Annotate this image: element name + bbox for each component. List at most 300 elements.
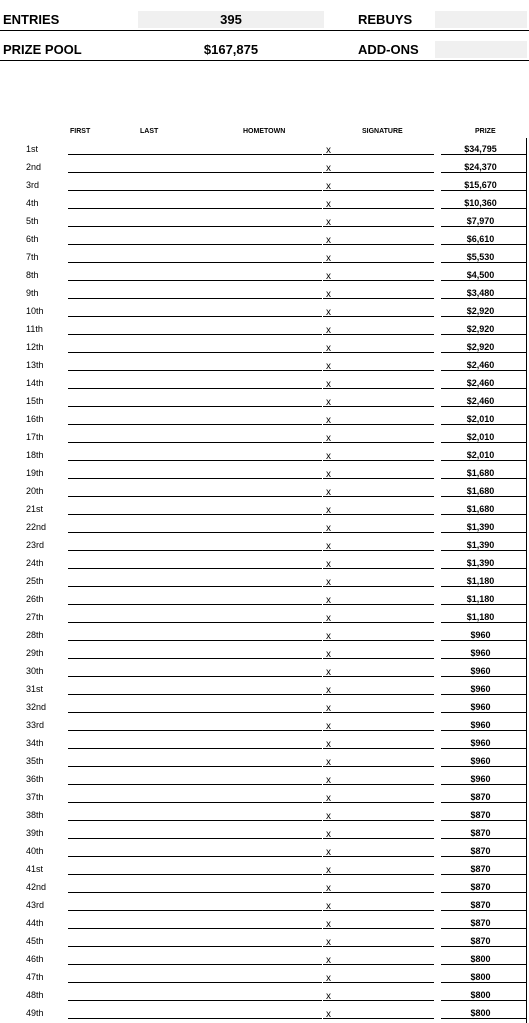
player-entry-line[interactable] <box>68 1018 322 1019</box>
rebuys-value[interactable] <box>435 11 527 28</box>
place-label: 28th <box>26 630 44 640</box>
prize-underline <box>441 964 527 965</box>
signature-mark: x <box>326 865 331 876</box>
prize-amount: $4,500 <box>466 270 495 280</box>
player-entry-line[interactable] <box>68 550 322 551</box>
place-label: 42nd <box>26 882 47 892</box>
place-label: 10th <box>26 306 44 316</box>
signature-line[interactable] <box>323 352 434 353</box>
prize-underline <box>441 550 527 551</box>
signature-line[interactable] <box>323 604 434 605</box>
signature-line[interactable] <box>323 892 434 893</box>
signature-line[interactable] <box>323 928 434 929</box>
prize-underline <box>441 640 527 641</box>
place-label: 38th <box>26 810 44 820</box>
signature-line[interactable] <box>323 766 434 767</box>
signature-mark: x <box>326 415 331 426</box>
prize-underline <box>441 730 527 731</box>
place-label: 37th <box>26 792 44 802</box>
player-entry-line[interactable] <box>68 730 322 731</box>
table-row <box>0 483 529 501</box>
prize-underline <box>441 892 527 893</box>
signature-mark: x <box>326 631 331 642</box>
signature-line[interactable] <box>323 784 434 785</box>
prize-underline <box>441 424 527 425</box>
signature-mark: x <box>326 469 331 480</box>
divider <box>0 60 529 61</box>
place-label: 12th <box>26 342 44 352</box>
prize-underline <box>441 370 527 371</box>
prize-amount: $2,010 <box>466 450 495 460</box>
table-row <box>0 807 529 825</box>
player-entry-line[interactable] <box>68 676 322 677</box>
signature-line[interactable] <box>323 640 434 641</box>
place-label: 23rd <box>26 540 45 550</box>
addons-label: ADD-ONS <box>358 42 419 57</box>
prize-amount: $1,680 <box>466 504 495 514</box>
prize-underline <box>441 226 527 227</box>
signature-mark: x <box>326 307 331 318</box>
signature-mark: x <box>326 991 331 1002</box>
signature-mark: x <box>326 145 331 156</box>
signature-line[interactable] <box>323 244 434 245</box>
player-entry-line[interactable] <box>68 928 322 929</box>
place-label: 13th <box>26 360 44 370</box>
player-entry-line[interactable] <box>68 190 322 191</box>
place-label: 40th <box>26 846 44 856</box>
player-entry-line[interactable] <box>68 892 322 893</box>
place-label: 8th <box>26 270 39 280</box>
prize-amount: $1,390 <box>466 558 495 568</box>
signature-mark: x <box>326 811 331 822</box>
prize-amount: $2,920 <box>466 306 495 316</box>
column-header-first: FIRST <box>70 128 91 135</box>
table-row <box>0 609 529 627</box>
table-row <box>0 645 529 663</box>
signature-mark: x <box>326 613 331 624</box>
place-label: 5th <box>26 216 39 226</box>
prize-amount: $960 <box>470 666 491 676</box>
table-row <box>0 663 529 681</box>
player-entry-line[interactable] <box>68 820 322 821</box>
prize-amount: $1,680 <box>466 486 495 496</box>
place-label: 41st <box>26 864 44 874</box>
signature-line[interactable] <box>323 820 434 821</box>
prize-underline <box>441 910 527 911</box>
prize-underline <box>441 496 527 497</box>
signature-line[interactable] <box>323 586 434 587</box>
prize-amount: $1,180 <box>466 612 495 622</box>
table-row <box>0 771 529 789</box>
prize-amount: $870 <box>470 900 491 910</box>
table-row <box>0 393 529 411</box>
prize-underline <box>441 676 527 677</box>
player-entry-line[interactable] <box>68 640 322 641</box>
table-row <box>0 969 529 987</box>
prize-amount: $24,370 <box>464 162 497 172</box>
player-entry-line[interactable] <box>68 226 322 227</box>
signature-mark: x <box>326 793 331 804</box>
player-entry-line[interactable] <box>68 838 322 839</box>
signature-mark: x <box>326 487 331 498</box>
signature-line[interactable] <box>323 388 434 389</box>
signature-line[interactable] <box>323 748 434 749</box>
prize-underline <box>441 748 527 749</box>
entries-value[interactable]: 395 <box>220 12 242 27</box>
signature-mark: x <box>326 361 331 372</box>
prize-amount: $800 <box>470 972 491 982</box>
signature-line[interactable] <box>323 298 434 299</box>
player-entry-line[interactable] <box>68 622 322 623</box>
prize-amount: $15,670 <box>464 180 497 190</box>
signature-mark: x <box>326 217 331 228</box>
table-row <box>0 573 529 591</box>
table-row <box>0 213 529 231</box>
signature-line[interactable] <box>323 532 434 533</box>
place-label: 22nd <box>26 522 47 532</box>
player-entry-line[interactable] <box>68 982 322 983</box>
table-row <box>0 789 529 807</box>
prize-underline <box>441 208 527 209</box>
prize-underline <box>441 190 527 191</box>
signature-line[interactable] <box>323 1018 434 1019</box>
player-entry-line[interactable] <box>68 748 322 749</box>
table-row <box>0 159 529 177</box>
place-label: 6th <box>26 234 39 244</box>
place-label: 44th <box>26 918 44 928</box>
signature-line[interactable] <box>323 730 434 731</box>
signature-mark: x <box>326 577 331 588</box>
prize-underline <box>441 334 527 335</box>
prize-underline <box>441 352 527 353</box>
signature-mark: x <box>326 559 331 570</box>
player-entry-line[interactable] <box>68 388 322 389</box>
player-entry-line[interactable] <box>68 604 322 605</box>
prize-amount: $870 <box>470 828 491 838</box>
player-entry-line[interactable] <box>68 262 322 263</box>
prize-amount: $960 <box>470 738 491 748</box>
player-entry-line[interactable] <box>68 316 322 317</box>
signature-mark: x <box>326 271 331 282</box>
prize-underline <box>441 244 527 245</box>
signature-mark: x <box>326 685 331 696</box>
signature-line[interactable] <box>323 316 434 317</box>
prize-underline <box>441 316 527 317</box>
table-row <box>0 951 529 969</box>
place-label: 26th <box>26 594 44 604</box>
place-label: 34th <box>26 738 44 748</box>
player-entry-line[interactable] <box>68 172 322 173</box>
signature-line[interactable] <box>323 424 434 425</box>
table-row <box>0 933 529 951</box>
signature-mark: x <box>326 919 331 930</box>
signature-line[interactable] <box>323 496 434 497</box>
player-entry-line[interactable] <box>68 1000 322 1001</box>
player-entry-line[interactable] <box>68 766 322 767</box>
table-row <box>0 141 529 159</box>
prize-amount: $2,010 <box>466 432 495 442</box>
signature-line[interactable] <box>323 676 434 677</box>
prize-amount: $7,970 <box>466 216 495 226</box>
table-row <box>0 357 529 375</box>
player-entry-line[interactable] <box>68 946 322 947</box>
player-entry-line[interactable] <box>68 424 322 425</box>
place-label: 48th <box>26 990 44 1000</box>
prize-pool-value[interactable]: $167,875 <box>203 42 259 57</box>
prize-amount: $800 <box>470 1008 491 1018</box>
table-row <box>0 339 529 357</box>
player-entry-line[interactable] <box>68 280 322 281</box>
table-row <box>0 249 529 267</box>
player-entry-line[interactable] <box>68 568 322 569</box>
prize-amount: $800 <box>470 990 491 1000</box>
table-row <box>0 897 529 915</box>
prize-underline <box>441 154 527 155</box>
column-header-signature: SIGNATURE <box>362 128 403 135</box>
prize-underline <box>441 532 527 533</box>
signature-line[interactable] <box>323 658 434 659</box>
table-row <box>0 285 529 303</box>
player-entry-line[interactable] <box>68 406 322 407</box>
player-entry-line[interactable] <box>68 964 322 965</box>
table-row <box>0 753 529 771</box>
prize-underline <box>441 388 527 389</box>
prize-amount: $960 <box>470 774 491 784</box>
signature-line[interactable] <box>323 622 434 623</box>
place-label: 25th <box>26 576 44 586</box>
prize-pool-label: PRIZE POOL <box>3 42 82 57</box>
player-entry-line[interactable] <box>68 154 322 155</box>
signature-mark: x <box>326 847 331 858</box>
signature-line[interactable] <box>323 514 434 515</box>
signature-mark: x <box>326 235 331 246</box>
signature-line[interactable] <box>323 964 434 965</box>
prize-amount: $6,610 <box>466 234 495 244</box>
place-label: 39th <box>26 828 44 838</box>
player-entry-line[interactable] <box>68 856 322 857</box>
prize-underline <box>441 406 527 407</box>
signature-mark: x <box>326 181 331 192</box>
prize-amount: $1,390 <box>466 522 495 532</box>
table-row <box>0 843 529 861</box>
player-entry-line[interactable] <box>68 352 322 353</box>
place-label: 35th <box>26 756 44 766</box>
prize-amount: $800 <box>470 954 491 964</box>
place-label: 31st <box>26 684 44 694</box>
prize-amount: $2,460 <box>466 360 495 370</box>
signature-mark: x <box>326 253 331 264</box>
place-label: 7th <box>26 252 39 262</box>
table-row <box>0 447 529 465</box>
signature-line[interactable] <box>323 982 434 983</box>
player-entry-line[interactable] <box>68 712 322 713</box>
prize-amount: $1,390 <box>466 540 495 550</box>
divider <box>0 30 529 31</box>
table-row <box>0 501 529 519</box>
prize-amount: $960 <box>470 756 491 766</box>
signature-line[interactable] <box>323 1000 434 1001</box>
signature-mark: x <box>326 775 331 786</box>
prize-underline <box>441 478 527 479</box>
signature-line[interactable] <box>323 694 434 695</box>
signature-line[interactable] <box>323 838 434 839</box>
signature-line[interactable] <box>323 172 434 173</box>
signature-line[interactable] <box>323 226 434 227</box>
prize-amount: $960 <box>470 648 491 658</box>
place-label: 29th <box>26 648 44 658</box>
signature-line[interactable] <box>323 550 434 551</box>
signature-line[interactable] <box>323 946 434 947</box>
table-row <box>0 555 529 573</box>
player-entry-line[interactable] <box>68 298 322 299</box>
table-row <box>0 987 529 1005</box>
signature-mark: x <box>326 523 331 534</box>
signature-line[interactable] <box>323 460 434 461</box>
place-label: 20th <box>26 486 44 496</box>
signature-line[interactable] <box>323 910 434 911</box>
prize-amount: $10,360 <box>464 198 497 208</box>
prize-amount: $1,180 <box>466 576 495 586</box>
prize-amount: $3,480 <box>466 288 495 298</box>
signature-mark: x <box>326 703 331 714</box>
signature-mark: x <box>326 721 331 732</box>
prize-amount: $960 <box>470 630 491 640</box>
player-entry-line[interactable] <box>68 244 322 245</box>
signature-line[interactable] <box>323 280 434 281</box>
place-label: 45th <box>26 936 44 946</box>
prize-underline <box>441 460 527 461</box>
signature-mark: x <box>326 505 331 516</box>
place-label: 49th <box>26 1008 44 1018</box>
signature-mark: x <box>326 937 331 948</box>
table-row <box>0 429 529 447</box>
signature-mark: x <box>326 451 331 462</box>
player-entry-line[interactable] <box>68 514 322 515</box>
prize-amount: $870 <box>470 882 491 892</box>
signature-mark: x <box>326 955 331 966</box>
prize-underline <box>441 1018 527 1019</box>
player-entry-line[interactable] <box>68 334 322 335</box>
prize-underline <box>441 514 527 515</box>
player-entry-line[interactable] <box>68 460 322 461</box>
player-entry-line[interactable] <box>68 658 322 659</box>
table-row <box>0 915 529 933</box>
player-entry-line[interactable] <box>68 478 322 479</box>
signature-mark: x <box>326 757 331 768</box>
prize-underline <box>441 172 527 173</box>
prize-underline <box>441 856 527 857</box>
prize-amount: $1,180 <box>466 594 495 604</box>
signature-mark: x <box>326 829 331 840</box>
rebuys-label: REBUYS <box>358 12 413 27</box>
signature-mark: x <box>326 325 331 336</box>
signature-line[interactable] <box>323 154 434 155</box>
table-row <box>0 735 529 753</box>
player-entry-line[interactable] <box>68 586 322 587</box>
player-entry-line[interactable] <box>68 802 322 803</box>
signature-mark: x <box>326 433 331 444</box>
table-row <box>0 861 529 879</box>
place-label: 47th <box>26 972 44 982</box>
prize-underline <box>441 622 527 623</box>
place-label: 27th <box>26 612 44 622</box>
signature-line[interactable] <box>323 190 434 191</box>
signature-line[interactable] <box>323 406 434 407</box>
prize-amount: $870 <box>470 936 491 946</box>
signature-line[interactable] <box>323 262 434 263</box>
prize-amount: $870 <box>470 864 491 874</box>
prize-underline <box>441 586 527 587</box>
addons-value[interactable] <box>435 41 527 58</box>
prize-amount: $1,680 <box>466 468 495 478</box>
column-header-last: LAST <box>140 128 159 135</box>
signature-mark: x <box>326 883 331 894</box>
signature-line[interactable] <box>323 568 434 569</box>
place-label: 1st <box>26 144 39 154</box>
player-entry-line[interactable] <box>68 532 322 533</box>
table-row <box>0 699 529 717</box>
table-row <box>0 879 529 897</box>
signature-mark: x <box>326 739 331 750</box>
column-header-hometown: HOMETOWN <box>243 128 286 135</box>
player-entry-line[interactable] <box>68 442 322 443</box>
signature-line[interactable] <box>323 478 434 479</box>
prize-amount: $870 <box>470 846 491 856</box>
prize-underline <box>441 694 527 695</box>
table-row <box>0 375 529 393</box>
table-row <box>0 627 529 645</box>
signature-line[interactable] <box>323 874 434 875</box>
signature-line[interactable] <box>323 802 434 803</box>
player-entry-line[interactable] <box>68 370 322 371</box>
signature-line[interactable] <box>323 856 434 857</box>
prize-amount: $870 <box>470 792 491 802</box>
signature-line[interactable] <box>323 334 434 335</box>
prize-amount: $5,530 <box>466 252 495 262</box>
signature-line[interactable] <box>323 442 434 443</box>
table-row <box>0 1005 529 1023</box>
player-entry-line[interactable] <box>68 694 322 695</box>
place-label: 2nd <box>26 162 42 172</box>
signature-line[interactable] <box>323 370 434 371</box>
signature-mark: x <box>326 397 331 408</box>
player-entry-line[interactable] <box>68 496 322 497</box>
place-label: 30th <box>26 666 44 676</box>
prize-underline <box>441 928 527 929</box>
prize-underline <box>441 820 527 821</box>
prize-underline <box>441 946 527 947</box>
prize-amount: $960 <box>470 702 491 712</box>
prize-amount: $2,920 <box>466 324 495 334</box>
signature-mark: x <box>326 289 331 300</box>
entries-row <box>0 11 529 31</box>
column-header-prize: PRIZE <box>475 128 496 135</box>
place-label: 32nd <box>26 702 47 712</box>
signature-line[interactable] <box>323 208 434 209</box>
signature-line[interactable] <box>323 712 434 713</box>
place-label: 18th <box>26 450 44 460</box>
table-row <box>0 321 529 339</box>
place-label: 43rd <box>26 900 45 910</box>
player-entry-line[interactable] <box>68 910 322 911</box>
table-row <box>0 303 529 321</box>
player-entry-line[interactable] <box>68 874 322 875</box>
prize-amount: $2,010 <box>466 414 495 424</box>
player-entry-line[interactable] <box>68 784 322 785</box>
prize-underline <box>441 280 527 281</box>
player-entry-line[interactable] <box>68 208 322 209</box>
prize-amount: $870 <box>470 918 491 928</box>
